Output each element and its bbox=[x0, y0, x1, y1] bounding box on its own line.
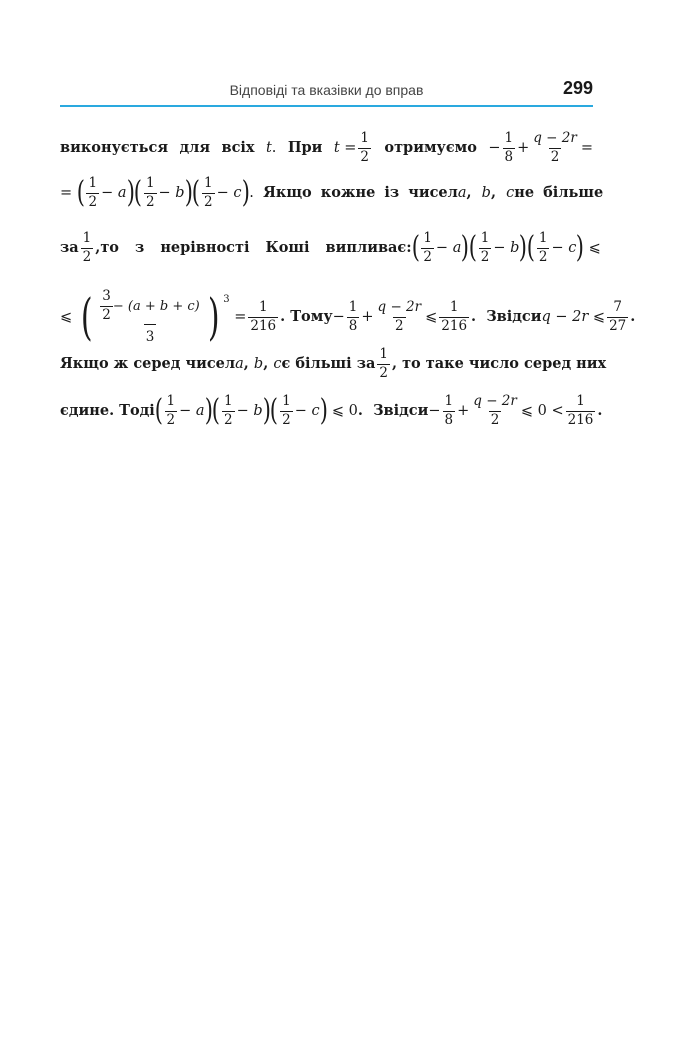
text-line-2: = ( $\frac{1}{2}$ − a ) ( $\frac{1}{2}$ − b ) ( $\frac{1}{2}$ − c ) . Якщо кожне із чисел a , b , c не більше bbox=[60, 175, 604, 210]
fraction: $\frac{1}{8}$ bbox=[504, 130, 514, 165]
math-var: t bbox=[265, 139, 272, 156]
text-line-6: єдине. Тоді ( $\frac{1}{2}$ − a ) ( $\frac{1}{2}$ − b ) ( $\frac{1}{2}$ − c ) ⩽ 0 . Звідси − $\frac{1}{8}$ + $\frac{q - 2r}{2}$ ⩽ 0 < $\frac{1}{216}$ . bbox=[60, 393, 603, 428]
text-line-5: Якщо ж серед чисел a , b , c є більші за $\frac{1}{2}$ , то таке число серед них bbox=[60, 346, 607, 381]
page-number: 299 bbox=[562, 78, 593, 98]
text-line-4: ⩽ ( $\frac{3}{2}$ − (a + b + c) 3 ) $^3$ = $\frac{1}{216}$ . Тому − $\frac{1}{8}$ + $\frac{q - 2r}{2}$ ⩽ $\frac{1}{216}$ . Звідси q − 2r ⩽ $\frac{7}{27}$ . bbox=[60, 288, 636, 347]
math-var: t bbox=[333, 139, 340, 156]
word: виконується bbox=[60, 138, 169, 156]
word: не більше bbox=[514, 183, 604, 201]
fraction: $\frac{1}{2}$ bbox=[360, 130, 369, 165]
word: При bbox=[287, 138, 323, 156]
header-rule bbox=[60, 105, 593, 107]
page-header bbox=[60, 78, 593, 106]
running-title: Відповіді та вказівки до вправ bbox=[229, 82, 424, 98]
word: отримуємо bbox=[384, 138, 477, 156]
fraction: $\frac{q - 2r}{2}$ bbox=[533, 130, 577, 165]
word: всіх bbox=[221, 138, 255, 156]
word: Якщо кожне із чисел bbox=[263, 183, 458, 201]
text-line-1: виконується для всіх t. При t = $\frac{1}{2}$ отримуємо − $\frac{1}{8}$ + $\frac{q - 2r}{2}$ = bbox=[60, 130, 593, 165]
word: для bbox=[179, 138, 211, 156]
text-line-3: за $\frac{1}{2}$ , то з нерівності Коші випливає: ( $\frac{1}{2}$ − a ) ( $\frac{1}{2}$ − b ) ( $\frac{1}{2}$ − c ) ⩽ bbox=[60, 230, 601, 265]
